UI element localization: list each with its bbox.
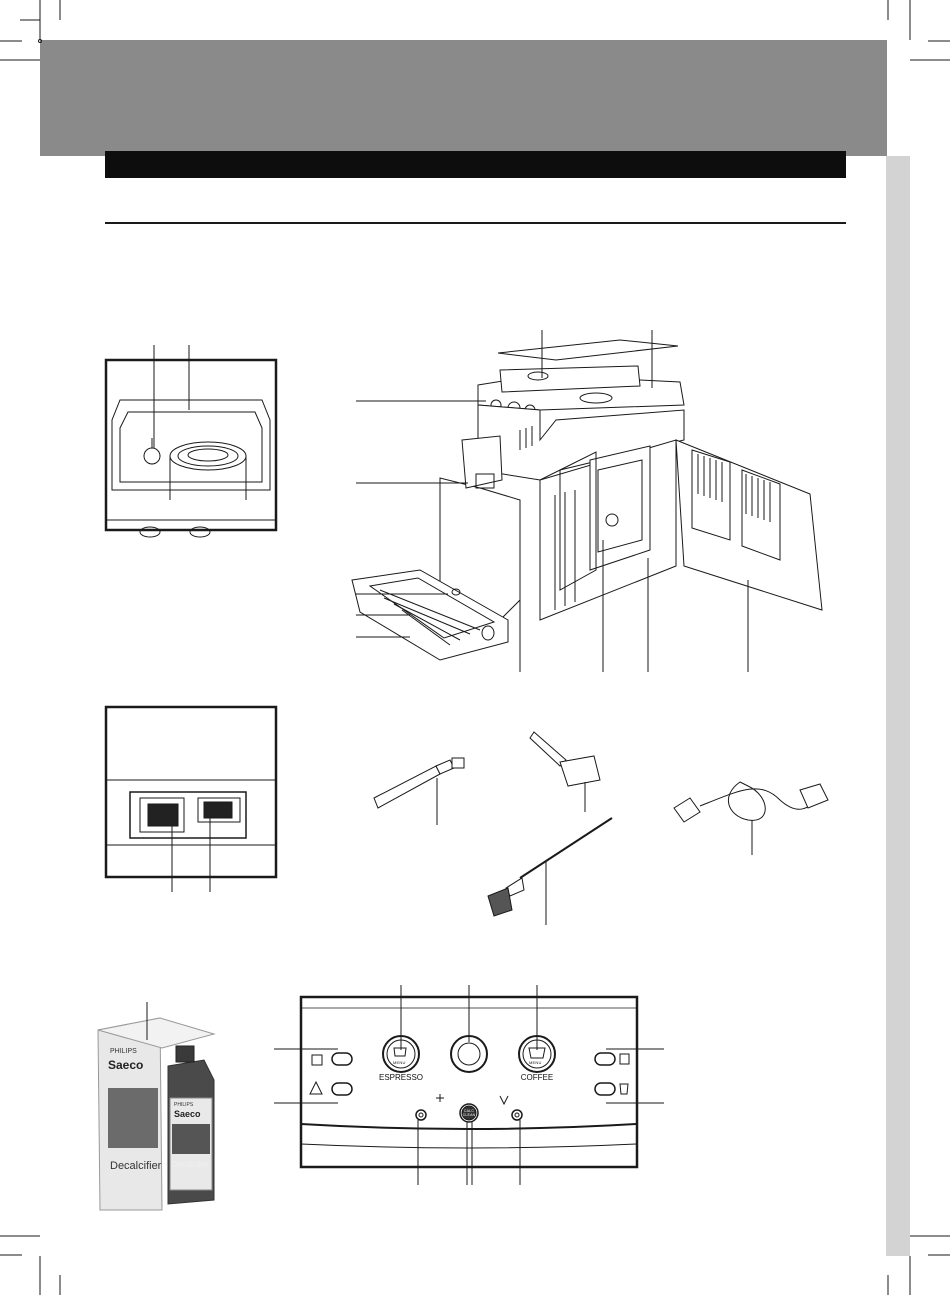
warning-triangle-icon (274, 1082, 352, 1103)
coffee-scoop-icon (530, 732, 600, 812)
bottle-product-name: Decalcifier (172, 1160, 210, 1169)
cleaning-brush-icon (488, 818, 612, 925)
espresso-label: ESPRESSO (378, 1073, 423, 1082)
power-switch-icon (106, 707, 276, 892)
bean-container-icon (106, 345, 276, 537)
bottle-brand-main: Saeco (174, 1109, 201, 1119)
coffee-machine-illustration (352, 330, 822, 672)
coffee-container-icon (595, 1049, 664, 1065)
box-brand-main: Saeco (108, 1058, 144, 1072)
ground-coffee-icon (274, 1049, 352, 1065)
decalcifier-photo (98, 1002, 214, 1210)
coffee-menu-label: MENU (529, 1060, 542, 1065)
espresso-menu-label: MENU (393, 1060, 406, 1065)
box-product-name: Decalcifier (110, 1160, 162, 1172)
coffee-label: COFFEE (520, 1073, 554, 1082)
steam-icon (416, 1094, 522, 1185)
water-tank-icon (595, 1083, 664, 1103)
calc-clean-label: CALC CLEAN (462, 1109, 476, 1117)
power-cord-icon (674, 782, 828, 855)
grease-tube-icon (374, 758, 464, 825)
box-brand-top: PHILIPS (110, 1048, 137, 1055)
bottle-brand-top: PHILIPS (174, 1102, 194, 1108)
